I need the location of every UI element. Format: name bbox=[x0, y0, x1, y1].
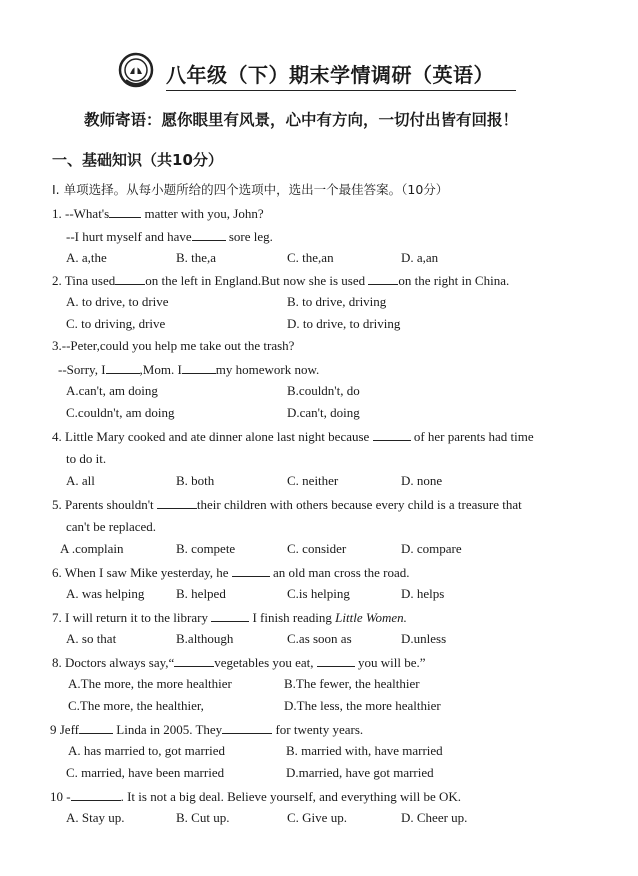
question-4-option-a: A. all bbox=[66, 473, 95, 488]
question-10-option-a: A. Stay up. bbox=[66, 810, 125, 825]
question-4-option-d: D. none bbox=[401, 473, 443, 488]
question-4-stem-line2: to do it. bbox=[66, 451, 107, 466]
question-9-option-a: A. has married to, got married bbox=[68, 743, 226, 758]
question-7-option-b: B.although bbox=[176, 631, 234, 646]
question-9-option-b: B. married with, have married bbox=[286, 743, 443, 758]
question-1-stem-line1: 1. --What's matter with you, John? bbox=[52, 206, 264, 221]
question-2-option-d: D. to drive, to driving bbox=[287, 316, 401, 331]
question-10-option-d: D. Cheer up. bbox=[401, 810, 468, 825]
question-5-stem-line1: 5. Parents shouldn't their children with others because every child is a treasure that bbox=[52, 497, 522, 512]
answer-blank bbox=[317, 653, 355, 667]
question-1-option-b: B. the,a bbox=[176, 250, 217, 265]
question-6-option-d: D. helps bbox=[401, 586, 445, 601]
question-8-option-b: B.The fewer, the healthier bbox=[284, 676, 420, 691]
book-title: Little Women. bbox=[335, 610, 407, 625]
question-4-option-b: B. both bbox=[176, 473, 215, 488]
answer-blank bbox=[182, 360, 216, 374]
section-heading: 一、基础知识（共10分） bbox=[52, 151, 223, 169]
question-8-stem: 8. Doctors always say,“ vegetables you eat, you will be.” bbox=[52, 655, 426, 670]
answer-blank bbox=[115, 271, 145, 285]
answer-blank bbox=[368, 271, 398, 285]
question-2-option-a: A. to drive, to drive bbox=[66, 294, 169, 309]
question-3-stem-line2: --Sorry, I ,Mom. I my homework now. bbox=[58, 362, 320, 377]
question-2-option-b: B. to drive, driving bbox=[287, 294, 387, 309]
question-3-option-a: A.can't, am doing bbox=[66, 383, 158, 398]
question-6-option-c: C.is helping bbox=[287, 586, 350, 601]
question-1-option-a: A. a,the bbox=[66, 250, 107, 265]
exam-title: 八年级（下）期末学情调研（英语） bbox=[166, 62, 516, 91]
question-3-stem-line1: 3.--Peter,could you help me take out the trash? bbox=[52, 338, 295, 353]
question-4-option-c: C. neither bbox=[287, 473, 339, 488]
question-6-option-a: A. was helping bbox=[66, 586, 145, 601]
question-8-option-c: C.The more, the healthier, bbox=[68, 698, 204, 713]
question-9-option-c: C. married, have been married bbox=[66, 765, 225, 780]
answer-blank bbox=[373, 427, 411, 441]
question-4-stem-line1: 4. Little Mary cooked and ate dinner alone last night because of her parents had time bbox=[52, 429, 534, 444]
question-8-option-a: A.The more, the more healthier bbox=[68, 676, 232, 691]
teacher-motto: 教师寄语：愿你眼里有风景，心中有方向，一切付出皆有回报！ bbox=[84, 111, 519, 129]
question-5-option-d: D. compare bbox=[401, 541, 462, 556]
question-5-stem-line2: can't be replaced. bbox=[66, 519, 157, 534]
section-instruction: I. 单项选择。从每小题所给的四个选项中，选出一个最佳答案。（10分） bbox=[52, 182, 449, 197]
question-5-option-c: C. consider bbox=[287, 541, 347, 556]
question-6-stem: 6. When I saw Mike yesterday, he an old man cross the road. bbox=[52, 565, 410, 580]
question-9-option-d: D.married, have got married bbox=[286, 765, 434, 780]
question-2-stem: 2. Tina used on the left in England.But now she is used on the right in China. bbox=[52, 273, 510, 288]
answer-blank bbox=[222, 720, 272, 734]
question-3-option-c: C.couldn't, am doing bbox=[66, 405, 175, 420]
question-10-option-b: B. Cut up. bbox=[176, 810, 230, 825]
question-5-option-b: B. compete bbox=[176, 541, 236, 556]
answer-blank bbox=[174, 653, 214, 667]
answer-blank bbox=[71, 787, 121, 801]
answer-blank bbox=[109, 204, 141, 218]
question-3-option-d: D.can't, doing bbox=[287, 405, 360, 420]
question-7-option-a: A. so that bbox=[66, 631, 117, 646]
answer-blank bbox=[211, 608, 249, 622]
school-seal-logo bbox=[118, 52, 154, 88]
question-6-option-b: B. helped bbox=[176, 586, 226, 601]
question-10-option-c: C. Give up. bbox=[287, 810, 347, 825]
answer-blank bbox=[192, 227, 226, 241]
question-7-stem: 7. I will return it to the library I finish reading Little Women. bbox=[52, 610, 407, 625]
question-1-option-d: D. a,an bbox=[401, 250, 439, 265]
question-7-option-d: D.unless bbox=[401, 631, 447, 646]
question-9-stem: 9 Jeff Linda in 2005. They for twenty years. bbox=[50, 722, 364, 737]
question-5-option-a: A .complain bbox=[60, 541, 124, 556]
answer-blank bbox=[106, 360, 140, 374]
question-10-stem: 10 - . It is not a big deal. Believe yourself, and everything will be OK. bbox=[50, 789, 462, 804]
question-1-option-c: C. the,an bbox=[287, 250, 334, 265]
answer-blank bbox=[157, 495, 197, 509]
answer-blank bbox=[79, 720, 113, 734]
answer-blank bbox=[232, 563, 270, 577]
question-1-stem-line2: --I hurt myself and have sore leg. bbox=[66, 229, 273, 244]
question-3-option-b: B.couldn't, do bbox=[287, 383, 360, 398]
question-2-option-c: C. to driving, drive bbox=[66, 316, 166, 331]
question-8-option-d: D.The less, the more healthier bbox=[284, 698, 441, 713]
question-7-option-c: C.as soon as bbox=[287, 631, 352, 646]
